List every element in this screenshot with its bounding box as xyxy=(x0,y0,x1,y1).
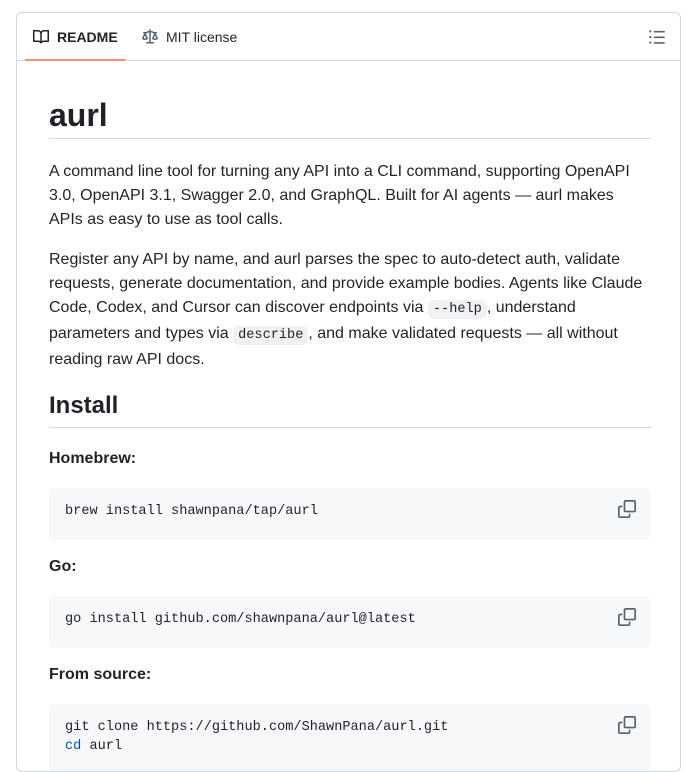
book-icon xyxy=(33,29,49,45)
tab-license[interactable] xyxy=(142,13,237,60)
tab-readme[interactable] xyxy=(25,13,126,60)
intro-paragraph: A command line tool for turning any API into a CLI command, supporting OpenAPI 3.0, OpenAPI 3.1, Swagger 2.0, and GraphQL. Built for AI agents — aurl makes APIs as easy to use as tool calls. xyxy=(49,163,630,228)
homebrew-command: brew install shawnpana/tap/aurl xyxy=(65,504,318,519)
source-code-block xyxy=(49,704,650,772)
source-label: From source: xyxy=(49,666,152,683)
readme-panel xyxy=(16,12,681,772)
scale-icon xyxy=(142,29,158,45)
homebrew-code-block xyxy=(49,488,650,540)
source-command-2-arg: aurl xyxy=(81,739,123,754)
tab-license-label: MIT license xyxy=(166,28,238,45)
inline-code-help: --help xyxy=(428,300,487,319)
copy-icon[interactable] xyxy=(618,608,636,626)
readme-tab-bar xyxy=(17,13,680,61)
source-command-1: git clone https://github.com/ShawnPana/aurl.git xyxy=(65,720,449,735)
description-text-2: , understand parameters and types via xyxy=(49,299,576,342)
tab-readme-label: README xyxy=(57,28,118,45)
description-paragraph xyxy=(49,248,651,372)
homebrew-label: Homebrew: xyxy=(49,450,137,467)
copy-icon[interactable] xyxy=(618,716,636,734)
source-command-2-keyword: cd xyxy=(65,739,82,754)
go-command: go install github.com/shawnpana/aurl@latest xyxy=(65,612,416,627)
go-label: Go: xyxy=(49,558,77,575)
description-text-1: Register any API by name, and aurl parses the spec to auto-detect auth, validate requests, generate documentation, and provide example bodies. Agents like Claude Code, Codex, and Cursor can discover endpoints via xyxy=(49,251,643,316)
list-icon[interactable] xyxy=(648,28,666,46)
go-code-block xyxy=(49,596,650,648)
copy-icon[interactable] xyxy=(618,500,636,518)
install-heading: Install xyxy=(49,391,651,428)
description-text-3: , and make validated requests — all without reading raw API docs. xyxy=(49,325,618,368)
page-title: aurl xyxy=(49,95,651,139)
inline-code-describe: describe xyxy=(233,326,308,345)
